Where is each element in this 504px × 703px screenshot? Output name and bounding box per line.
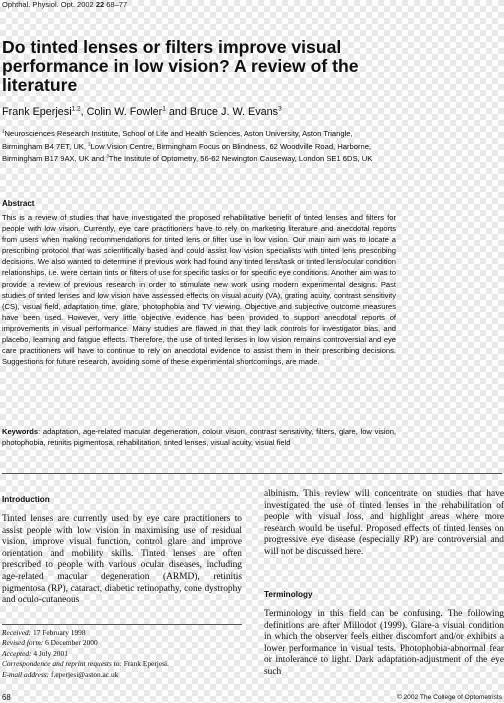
affiliations: $^1$Neurosciences Research Institute, School of Life and Health Sciences, Aston University, Aston Triangle, Birmingham B4 7ET, UK, $^2$Low Vision Centre, Birmingham Focus on Blindness, 62 Woodville Road, Harborne, Birmingham B17 9AX, UK and $^3$The Institute of Optometry, 56-62 Newington Causeway, London SE1 6DS, UK xyxy=(2,128,373,164)
paper-title: Do tinted lenses or filters improve visual performance in low vision? A review of the literature xyxy=(2,37,359,95)
email: E-mail address: f.eperjesi@aston.ac.uk xyxy=(2,669,119,679)
article-dates xyxy=(2,628,242,680)
accepted-date: Accepted: 4 July 2001 xyxy=(2,648,68,658)
journal-citation xyxy=(2,0,127,9)
author-name: Frank Eperjesi xyxy=(2,106,72,118)
terminology-heading: Terminology xyxy=(264,590,313,599)
journal-name: Ophthal. Physiol. Opt. xyxy=(2,0,75,9)
affiliation: The Institute of Optometry, 56-62 Newington Causeway, London SE1 6DS, UK xyxy=(108,154,373,164)
introduction-heading: Introduction xyxy=(2,495,50,504)
affiliation: Neurosciences Research Institute, School of Life and Health Sciences, Aston University, Aston Triangle, Birmingham B4 7ET, UK, xyxy=(2,129,353,151)
received-date: Received: 17 February 1998 xyxy=(2,628,86,637)
abstract-text: This is a review of studies that have investigated the proposed rehabilitative benefit of tinted lenses and filters for people with low vision. Currently, eye care practitioners have to rely on marketing literature and anecdotal reports from users when making recommendations for tinted lens or filter use in low vision. Our main aim was to locate a prescribing protocol that was scientifically based and could assist low vision specialists with tinted lens prescribing decisions. We also wanted to determine if previous work had found any tinted lens/task or tinted lens/ocular condition relationships, i.e. were certain tints or filters of use for specific tasks or for specific eye conditions. Another aim was to provide a review of previous research in order to stimulate new work using modern experimental designs. Past studies of tinted lenses and low vision have assessed effects on visual acuity (VA), grating acuity, contrast sensitivity (CS), visual field, adaptation time, glare, photophobia and TV viewing. Objective and subjective outcome measures have been used. However, very little objective evidence has been provided to support anecdotal reports of improvements in visual performance. Many studies are flawed in that they lack controls for investigator bias, and placebo, learning and fatigue effects. Therefore, the use of tinted lenses in low vision remains controversial and eye care practitioners will have to continue to rely on anecdotal evidence to assist them in their prescribing decisions. Suggestions for future research, avoiding some of these experimental shortcomings, are made. xyxy=(2,213,396,367)
author-list: Frank Eperjesi$^{1,2}$, Colin W. Fowler$^1$ and Bruce J. W. Evans$^3$ xyxy=(2,105,282,118)
correspondence: Correspondence and reprint requests to: Frank Eperjesi. xyxy=(2,659,169,669)
footnote-divider xyxy=(2,624,242,625)
copyright-notice: © 2002 The College of Optometrists xyxy=(396,694,502,701)
keywords xyxy=(2,426,396,448)
author-name: Colin W. Fowler xyxy=(86,106,163,118)
journal-volume: 22 xyxy=(95,0,105,9)
abstract-heading: Abstract xyxy=(2,199,35,208)
terminology-text: Terminology in this field can be confusing. The following definitions are after Millodot (1999). Glare-a visual condition in which the observer feels either discomfort and/or exhibits a lower performance in visual tests. Photophobia-abnormal fear or intolerance to light. Dark adaptation-adjustment of the eye such xyxy=(264,609,504,677)
author-affiliation-marker: 1,2 xyxy=(71,105,81,113)
affiliation: Low Vision Centre, Birmingham Focus on Blindness, 62 Woodville Road, Harborne, Birmingham B17 9AX, UK and xyxy=(2,141,372,164)
journal-pages: 68–77 xyxy=(106,0,128,9)
author-name: Bruce J. W. Evans xyxy=(189,106,279,118)
introduction-text: Tinted lenses are currently used by eye care practitioners to assist people with low vision in maximising use of residual vision, improve visual function, control glare and improve orientation and mobility skills. Tinted lenses are often prescribed to people with various ocular diseases, including age-related macular degeneration (ARMD), retinitis pigmentosa (RP), cataract, diabetic retinopathy, cone dystrophy and oculo-cutaneous xyxy=(2,514,242,606)
revised-date: Revised form: 6 December 2000 xyxy=(2,638,98,648)
page-number: 68 xyxy=(2,693,11,702)
author-affiliation-marker: 1 xyxy=(162,105,166,113)
right-column-text: albinism. This review will concentrate on studies that have investigated the use of tinted lenses in the rehabilitation of people with visual loss, and highlight areas where more research would be useful. Proposed effects of tinted lenses on progressive eye disease (especially RP) are controversial and will not be discussed here. xyxy=(264,489,504,557)
journal-year: 2002 xyxy=(77,0,94,9)
section-divider xyxy=(2,473,502,474)
keywords-label: Keywords xyxy=(2,427,39,436)
author-affiliation-marker: 3 xyxy=(278,105,282,113)
keywords-text: : adaptation, age-related macular degeneration, colour vision, contrast sensitivity, filters, glare, low vision, photophobia, retinitis pigmentosa, rehabilitation, tinted lenses, visual acuity, visual field xyxy=(2,427,396,448)
